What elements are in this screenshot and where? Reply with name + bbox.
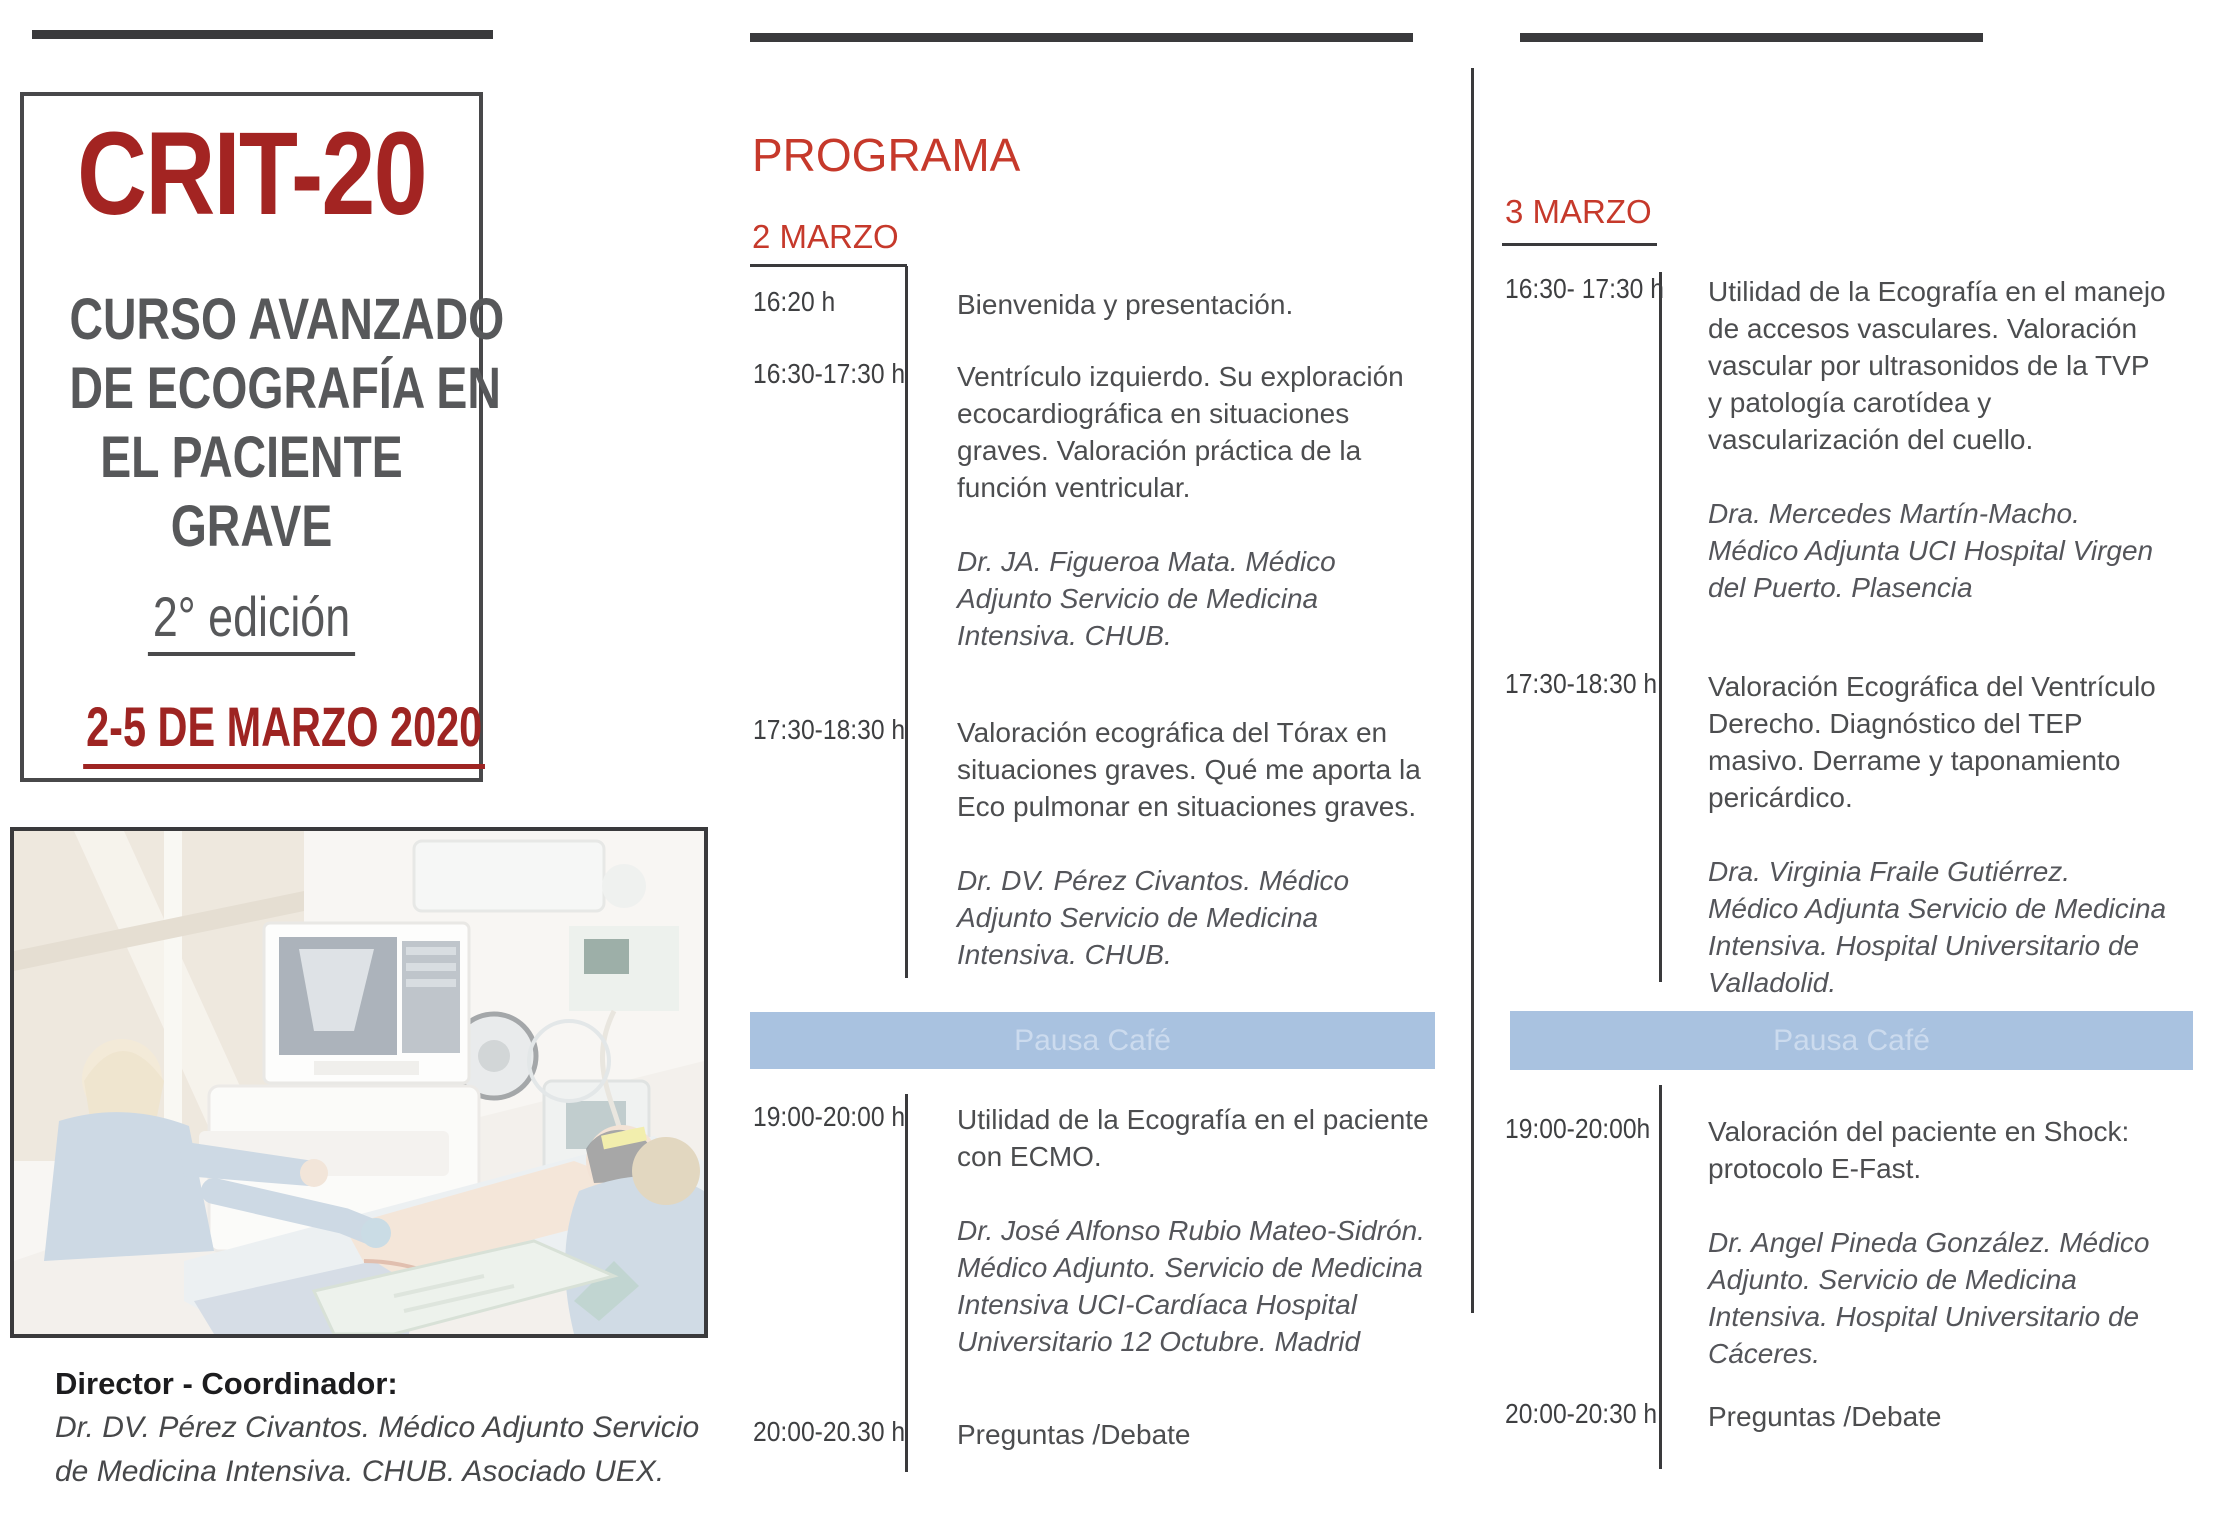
session-time: 16:20 h bbox=[753, 286, 836, 317]
session-title: Utilidad de la Ecografía en el manejo de accesos vasculares. Valoración vascular por ultrasonidos de la TVP y patología carotídea y vascularización del cuello. bbox=[1708, 276, 2166, 455]
director-name-line: Dr. DV. Pérez Civantos. Médico Adjunto Servicio bbox=[55, 1411, 700, 1444]
coffee-break-label: Pausa Café bbox=[1014, 1023, 1171, 1057]
photo-icu-ultrasound bbox=[10, 827, 708, 1338]
director-name-line: de Medicina Intensiva. CHUB. Asociado UEX. bbox=[55, 1455, 665, 1488]
session-title: Utilidad de la Ecografía en el paciente con ECMO. bbox=[957, 1104, 1429, 1172]
session-time: 19:00-20:00 h bbox=[753, 1101, 906, 1132]
day-underline bbox=[750, 264, 907, 267]
edition-label: 2° edición bbox=[70, 584, 434, 649]
session-speaker: Dr. Angel Pineda González. Médico Adjunto. Servicio de Medicina Intensiva. Hospital Universitario de Cáceres. bbox=[1708, 1227, 2150, 1369]
panel-divider-line bbox=[1471, 68, 1474, 1313]
coffee-break-bar bbox=[750, 1012, 1435, 1069]
session-speaker: Dra. Virginia Fraile Gutiérrez. Médico Adjunta Servicio de Medicina Intensiva. Hospital Universitario de Valladolid. bbox=[1708, 856, 2167, 998]
icu-scene-illustration bbox=[14, 831, 704, 1334]
session-title: Valoración ecográfica del Tórax en situaciones graves. Qué me aporta la Eco pulmonar en situaciones graves. bbox=[957, 717, 1421, 822]
program-heading: PROGRAMA bbox=[752, 129, 1021, 181]
session-time: 19:00-20:00h bbox=[1505, 1113, 1651, 1144]
session-speaker: Dr. JA. Figueroa Mata. Médico Adjunto Servicio de Medicina Intensiva. CHUB. bbox=[957, 546, 1336, 651]
schedule-divider-line bbox=[1659, 1085, 1662, 1469]
session-speaker: Dra. Mercedes Martín-Macho. Médico Adjunta UCI Hospital Virgen del Puerto. Plasencia bbox=[1708, 498, 2154, 603]
session-time: 20:00-20.30 h bbox=[753, 1416, 906, 1447]
day-underline bbox=[1502, 243, 1657, 246]
schedule-divider-line bbox=[905, 266, 908, 978]
session-time: 20:00-20:30 h bbox=[1505, 1398, 1658, 1429]
session-title: Bienvenida y presentación. bbox=[957, 289, 1294, 320]
top-rule-middle bbox=[750, 33, 1413, 42]
course-name-line: GRAVE bbox=[170, 494, 333, 559]
day-label-2-marzo: 2 MARZO bbox=[752, 218, 899, 255]
session-title: Valoración del paciente en Shock: protocolo E-Fast. bbox=[1708, 1116, 2130, 1184]
session-speaker: Dr. José Alfonso Rubio Mateo-Sidrón. Médico Adjunto. Servicio de Medicina Intensiva UCI-Cardíaca Hospital Universitario 12 Octubre. Madrid bbox=[957, 1215, 1425, 1357]
director-block bbox=[55, 1362, 715, 1494]
course-code-title: CRIT-20 bbox=[77, 108, 426, 240]
schedule-divider-line bbox=[905, 1094, 908, 1472]
session-title: Preguntas /Debate bbox=[1708, 1401, 1942, 1432]
session-time: 17:30-18:30 h bbox=[1505, 668, 1658, 699]
schedule-divider-line bbox=[1659, 272, 1662, 982]
session-time: 16:30- 17:30 h bbox=[1505, 273, 1664, 304]
top-rule-left bbox=[32, 30, 493, 39]
course-dates: 2-5 DE MARZO 2020 bbox=[83, 694, 420, 759]
session-title: Preguntas /Debate bbox=[957, 1419, 1191, 1450]
session-time: 17:30-18:30 h bbox=[753, 714, 906, 745]
session-time: 16:30-17:30 h bbox=[753, 358, 906, 389]
coffee-break-label: Pausa Café bbox=[1773, 1023, 1930, 1057]
course-name-line: EL PACIENTE bbox=[100, 425, 403, 490]
session-speaker: Dr. DV. Pérez Civantos. Médico Adjunto Servicio de Medicina Intensiva. CHUB. bbox=[957, 865, 1350, 970]
session-title: Ventrículo izquierdo. Su exploración ecocardiográfica en situaciones graves. Valoración práctica de la función ventricular. bbox=[957, 361, 1404, 503]
course-title-box bbox=[20, 92, 505, 782]
top-rule-right bbox=[1520, 33, 1983, 42]
coffee-break-bar bbox=[1510, 1011, 2193, 1070]
course-name-line: DE ECOGRAFÍA EN bbox=[69, 356, 501, 421]
course-name-line: CURSO AVANZADO bbox=[69, 287, 505, 352]
day-label-3-marzo: 3 MARZO bbox=[1505, 193, 1652, 230]
director-heading: Director - Coordinador: bbox=[55, 1366, 398, 1401]
session-title: Valoración Ecográfica del Ventrículo Derecho. Diagnóstico del TEP masivo. Derrame y taponamiento pericárdico. bbox=[1708, 671, 2156, 813]
